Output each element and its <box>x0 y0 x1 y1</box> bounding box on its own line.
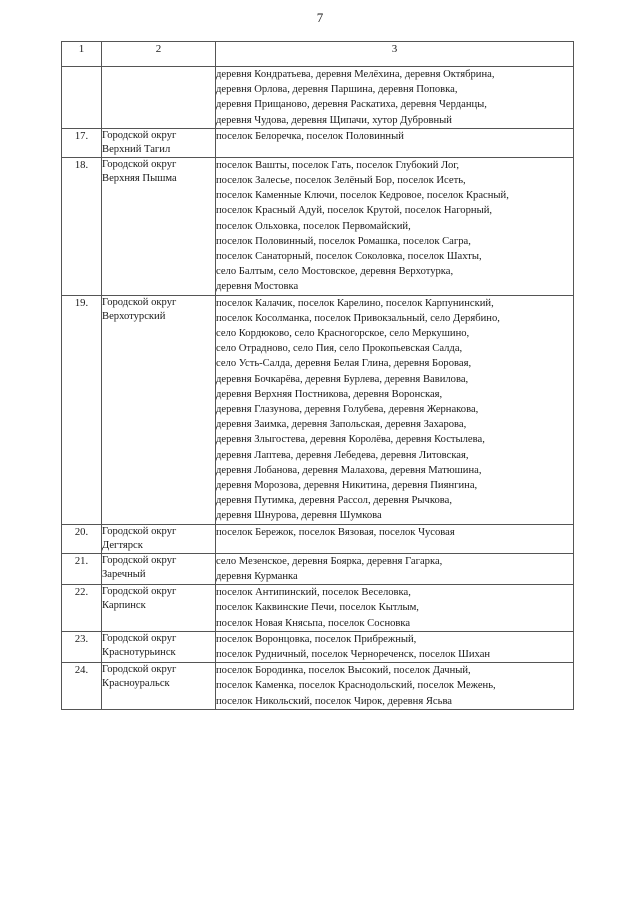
settlements-line: поселок Бородинка, поселок Высокий, поселок Дачный, <box>216 665 471 677</box>
municipality-name-line: Верхний Тагил <box>102 143 171 155</box>
municipality-name-line: Красноуральск <box>102 678 170 690</box>
settlements-line: поселок Залесье, поселок Зелёный Бор, поселок Исеть, <box>216 175 466 187</box>
settlements-line: поселок Косолманка, поселок Привокзальный, село Дерябино, <box>216 312 500 324</box>
municipality-name-line: Карпинск <box>102 600 146 612</box>
settlements-line: деревня Бочкарёва, деревня Бурлева, деревня Вавилова, <box>216 373 469 385</box>
municipality-name <box>102 157 216 295</box>
settlements-line: деревня Лобанова, деревня Малахова, деревня Матюшина, <box>216 464 482 476</box>
settlements-list <box>216 67 574 129</box>
settlements-line: поселок Воронцовка, поселок Прибрежный, <box>216 633 417 645</box>
settlements-line: деревня Орлова, деревня Паршина, деревня Поповка, <box>216 84 458 96</box>
settlements-line: село Отрадново, село Пия, село Прокопьевская Салда, <box>216 343 463 355</box>
table-row <box>62 553 574 584</box>
settlements-list <box>216 128 574 157</box>
settlements-line: деревня Заимка, деревня Запольская, деревня Захарова, <box>216 419 467 431</box>
settlements-line: деревня Морозова, деревня Никитина, деревня Пиянгина, <box>216 480 478 492</box>
row-number: 19. <box>62 295 102 524</box>
settlements-line: поселок Вашты, поселок Гать, поселок Глубокий Лог, <box>216 159 460 171</box>
settlements-line: поселок Ольховка, поселок Первомайский, <box>216 220 411 232</box>
row-number: 18. <box>62 157 102 295</box>
page-number: 7 <box>316 10 324 25</box>
settlements-list <box>216 295 574 524</box>
table-row <box>62 128 574 157</box>
municipality-name-line: Верхотурский <box>102 310 166 322</box>
header-col-2: 2 <box>102 42 216 67</box>
municipality-name-line: Городской округ <box>102 664 177 676</box>
settlements-line: поселок Санаторный, поселок Соколовка, поселок Шахты, <box>216 251 482 263</box>
municipality-name-line: Городской округ <box>102 158 177 170</box>
settlements-line: поселок Каменные Ключи, поселок Кедровое, поселок Красный, <box>216 190 509 202</box>
settlements-line: деревня Мостовка <box>216 281 299 293</box>
row-number <box>62 67 102 129</box>
row-number: 21. <box>62 553 102 584</box>
settlements-line: деревня Шнурова, деревня Шумкова <box>216 510 382 522</box>
municipality-name-line: Городской округ <box>102 554 177 566</box>
header-col-1: 1 <box>62 42 102 67</box>
settlements-line: деревня Кондратьева, деревня Мелёхина, деревня Октябрина, <box>216 69 495 80</box>
settlements-line: поселок Половинный, поселок Ромашка, поселок Сагра, <box>216 235 471 247</box>
municipality-name <box>102 585 216 632</box>
settlements-line: село Усть-Салда, деревня Белая Глина, деревня Боровая, <box>216 358 472 370</box>
table-row <box>62 67 574 129</box>
row-number: 23. <box>62 631 102 662</box>
settlements-line: поселок Каквинские Печи, поселок Кытлым, <box>216 602 419 614</box>
municipality-name-line: Верхняя Пышма <box>102 172 177 184</box>
settlements-line: поселок Бережок, поселок Вязовая, поселок Чусовая <box>216 526 455 538</box>
settlements-line: поселок Никольский, поселок Чирок, деревня Ясьва <box>216 695 453 707</box>
settlements-table <box>61 41 574 710</box>
settlements-line: деревня Чудова, деревня Щипачи, хутор Дубровный <box>216 114 452 126</box>
municipality-name <box>102 663 216 710</box>
settlements-list <box>216 157 574 295</box>
row-number: 24. <box>62 663 102 710</box>
table-header-row <box>62 42 574 67</box>
table-row <box>62 631 574 662</box>
settlements-line: поселок Белоречка, поселок Половинный <box>216 130 404 142</box>
table-row <box>62 585 574 632</box>
municipality-name-line: Краснотурьинск <box>102 646 176 658</box>
municipality-name-line: Заречный <box>102 568 146 580</box>
municipality-name <box>102 295 216 524</box>
municipality-name-line: Городской округ <box>102 129 177 141</box>
settlements-line: деревня Глазунова, деревня Голубева, деревня Жернакова, <box>216 404 479 416</box>
table-row <box>62 663 574 710</box>
settlements-line: деревня Путимка, деревня Рассол, деревня Рычкова, <box>216 495 452 507</box>
settlements-line: поселок Каменка, поселок Краснодольский, поселок Межень, <box>216 680 496 692</box>
table-body <box>62 67 574 710</box>
municipality-name-line: Городской округ <box>102 586 177 598</box>
settlements-list <box>216 553 574 584</box>
municipality-name <box>102 553 216 584</box>
table-row <box>62 295 574 524</box>
settlements-list <box>216 585 574 632</box>
row-number: 22. <box>62 585 102 632</box>
municipality-name-line: Дегтярск <box>102 539 143 551</box>
municipality-name-line: Городской округ <box>102 296 177 308</box>
table-row <box>62 157 574 295</box>
settlements-line: поселок Калачик, поселок Карелино, поселок Карпунинский, <box>216 297 494 309</box>
municipality-name <box>102 524 216 553</box>
settlements-line: поселок Рудничный, поселок Чернореченск, поселок Шихан <box>216 648 491 660</box>
table-row <box>62 524 574 553</box>
settlements-line: село Балтым, село Мостовское, деревня Верхотурка, <box>216 266 454 278</box>
settlements-line: деревня Лаптева, деревня Лебедева, деревня Литовская, <box>216 449 469 461</box>
settlements-line: поселок Новая Княсьпа, поселок Сосновка <box>216 617 411 629</box>
municipality-name <box>102 631 216 662</box>
settlements-line: деревня Верхняя Постникова, деревня Воронская, <box>216 388 443 400</box>
municipality-name-line: Городской округ <box>102 525 177 537</box>
municipality-name-line: Городской округ <box>102 632 177 644</box>
settlements-line: село Мезенское, деревня Боярка, деревня Гагарка, <box>216 555 443 567</box>
settlements-line: деревня Курманка <box>216 570 298 582</box>
settlements-list <box>216 524 574 553</box>
header-col-3: 3 <box>216 42 574 67</box>
municipality-name <box>102 128 216 157</box>
settlements-line: деревня Злыгостева, деревня Королёва, деревня Костылева, <box>216 434 485 446</box>
row-number: 20. <box>62 524 102 553</box>
municipality-name <box>102 67 216 129</box>
settlements-line: деревня Прищаново, деревня Раскатиха, деревня Черданцы, <box>216 99 487 111</box>
settlements-line: село Кордюково, село Красногорское, село Меркушино, <box>216 328 470 340</box>
settlements-line: поселок Антипинский, поселок Веселовка, <box>216 587 411 599</box>
row-number: 17. <box>62 128 102 157</box>
settlements-line: поселок Красный Адуй, поселок Крутой, поселок Нагорный, <box>216 205 493 217</box>
settlements-list <box>216 663 574 710</box>
settlements-list <box>216 631 574 662</box>
